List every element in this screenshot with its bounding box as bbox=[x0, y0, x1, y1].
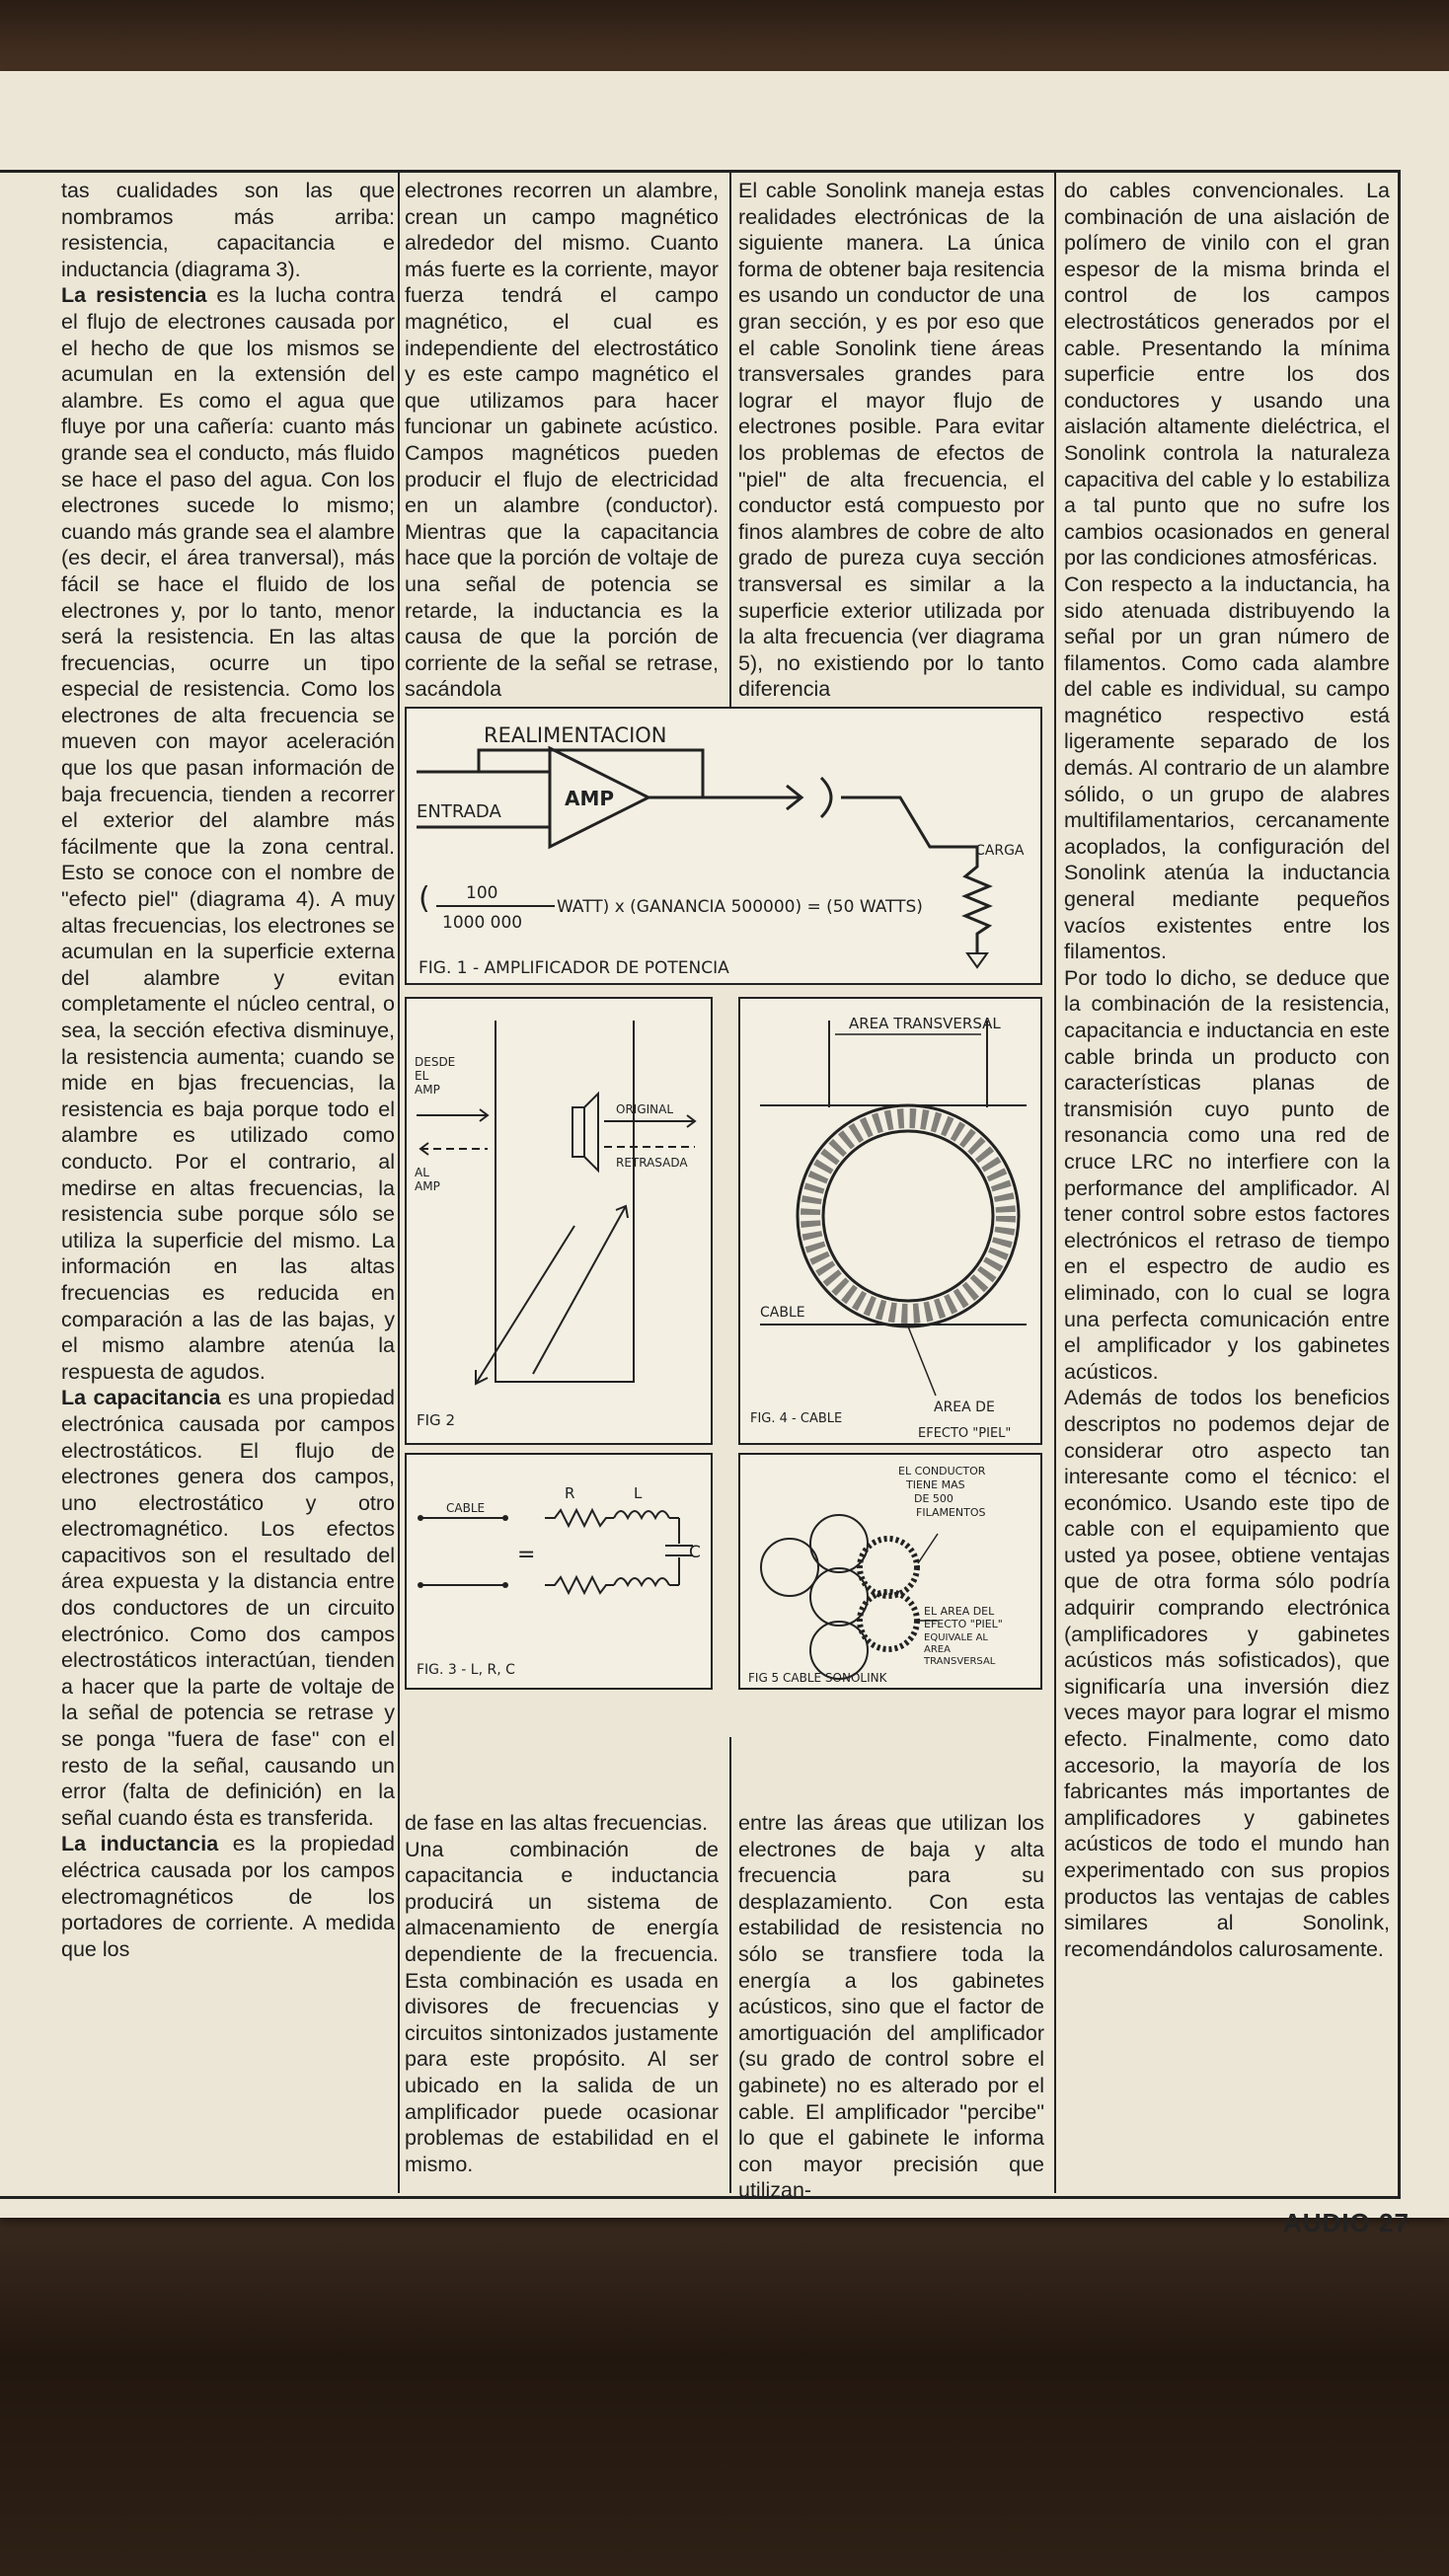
resistor-icon bbox=[545, 1510, 614, 1526]
text-column-1 bbox=[61, 178, 395, 2181]
paragraph: Una combinación de capacitancia e inductancia producirá un sistema de almacenamiento de energía dependiente de la frecuencia. Esta combinación es usada en divisores de frecuencias y circuitos sintonizados justamente para este propósito. Al ser ubicado en la salida de un amplificador puede ocasionar problemas de estabilidad en el mismo. bbox=[405, 1837, 719, 2176]
paragraph: Con respecto a la inductancia, ha sido atenuada distribuyendo la señal por un gran número de filamentos. Como cada alambre del cable es individual, su campo magnético respectivo está ligeramente separado de los demás. Al contrario de un alambre sólido, o un grupo de alabres multifilamentarios, cercanamente acoplados, la configuración del Sonolink atenúa la inductancia general mediante pequeños vacíos existentes entre los filamentos. bbox=[1064, 571, 1390, 964]
figure-caption: FIG. 4 - CABLE bbox=[750, 1411, 843, 1426]
input-label: ENTRADA bbox=[417, 801, 501, 822]
paragraph: tas cualidades son las que nombramos más arriba: resistencia, capacitancia e inductancia (diagrama 3). bbox=[61, 179, 395, 281]
paragraph: de fase en las altas frecuencias. bbox=[405, 1811, 709, 1835]
formula-denominator: 1000 000 bbox=[442, 913, 523, 933]
figure-5-drawing bbox=[740, 1455, 1040, 1688]
background-table-bottom bbox=[0, 2211, 1449, 2576]
paren-open: ( bbox=[419, 881, 430, 916]
figure-1-power-amplifier bbox=[405, 707, 1042, 985]
figure-caption: FIG. 1 - AMPLIFICADOR DE POTENCIA bbox=[419, 958, 729, 978]
figure-5-sonolink-cable bbox=[738, 1453, 1042, 1690]
figure-caption: FIG 2 bbox=[417, 1411, 455, 1429]
filament-circle bbox=[810, 1515, 868, 1572]
r-label: R bbox=[565, 1484, 575, 1502]
figure-2-signal-delay bbox=[405, 997, 713, 1445]
paragraph: do cables convencionales. La combinación de una aislación de polímero de vinilo con el gran espesor de la misma brinda el control de los campos electrostáticos generados por el cable. Presentando la mínima superficie entre los dos conductores y usando una aislación altamente dieléctrica, el Sonolink controla la naturaleza capacitiva del cable y lo estabiliza a tal punto que no sufre los cambios ocasionados en general por las condiciones atmosféricas. bbox=[1064, 179, 1390, 570]
delayed-label: RETRASADA bbox=[616, 1156, 688, 1170]
paragraph bbox=[61, 1385, 395, 1831]
figure-4-drawing bbox=[740, 999, 1040, 1443]
figure-1-drawing bbox=[407, 709, 1040, 983]
speaker-connector-icon bbox=[821, 778, 831, 817]
paragraph: Además de todos los beneficios descriptos no podemos dejar de considerar otro aspecto tan interesante como el técnico: el económico. Usando este tipo de cable con el equipamiento que usted ya posee, obtiene ventajas que de otra forma sólo podría adquirir comprando electrónica (amplificadores y gabinetes acústicos más sofisticados), que significaría una inversión diez veces mayor para lograr el mismo efecto. Finalmente, como dato accesorio, la mayoría de los fabricantes más importantes de amplificadores y gabinetes acústicos de todo el mundo han experimentado con sus propios productos las ventajas de cables similares al Sonolink, recomendándolos calurosamente. bbox=[1064, 1386, 1390, 1961]
skin-note-2: EFECTO "PIEL" bbox=[924, 1618, 1003, 1630]
column-rule bbox=[398, 170, 400, 2193]
feedback-label: REALIMENTACION bbox=[484, 723, 667, 747]
skin-note-1: EL AREA DEL bbox=[924, 1605, 995, 1618]
cable-label: CABLE bbox=[760, 1305, 805, 1321]
figure-3-lrc bbox=[405, 1453, 713, 1690]
cable-inner-circle bbox=[823, 1131, 993, 1301]
paragraph: El cable Sonolink maneja estas realidades electrónicas de la siguiente manera. La única forma de obtener baja resitencia es usando un conductor de una gran sección, y es por eso que el cable Sonolink tiene áreas transversales grandes para lograr el mayor flujo de electrones posible. Para evitar los problemas de efectos de "piel" de alta frecuencia, el conductor está compuesto por finos alambres de cobre de alto grado de pureza cuya sección transversal es similar a la superficie exterior utilizada por la alta frecuencia (ver diagrama 5), no existiendo por lo tanto diferencia bbox=[738, 179, 1044, 702]
text-column-3-bottom bbox=[738, 1810, 1044, 2203]
speaker-icon bbox=[572, 1107, 584, 1157]
text-column-2-top bbox=[405, 178, 719, 770]
skin-area-label-2: EFECTO "PIEL" bbox=[918, 1426, 1012, 1441]
formula-numerator: 100 bbox=[466, 883, 498, 903]
paragraph-heading: La inductancia bbox=[61, 1832, 219, 1856]
to-amp-label-1: AL bbox=[415, 1166, 429, 1179]
conductor-note-1: EL CONDUCTOR bbox=[898, 1465, 986, 1477]
background-table-top bbox=[0, 0, 1449, 79]
figure-caption: FIG 5 CABLE SONOLINK bbox=[748, 1671, 887, 1685]
column-rule bbox=[729, 170, 731, 774]
load-resistor-icon bbox=[841, 797, 989, 953]
from-amp-label-3: AMP bbox=[415, 1083, 440, 1097]
inductor-icon bbox=[614, 1511, 669, 1518]
figure-3-drawing bbox=[407, 1455, 711, 1688]
column-rule bbox=[1054, 170, 1056, 2193]
from-amp-label-2: EL bbox=[415, 1069, 429, 1083]
amp-label: AMP bbox=[565, 787, 615, 810]
paragraph-text: es una propiedad electrónica causada por campos electrostáticos. El flujo de electrones genera dos campos, uno electrostático y otro electromagnético. Los efectos capacitivos son el resultado del área expuesta y la distancia entre dos conductores de un circuito electrónico. Como dos campos electrostáticos interactúan, tienden a hacer que la parte de voltaje de la señal de potencia se retrase y se ponga "fuera de fase" con el resto de la señal, causando un error (falta de definición) en la señal cuando ésta es transferida. bbox=[61, 1386, 396, 1830]
paragraph-text: es la lucha contra el flujo de electrones causada por el hecho de que los mismos se acumulan en la extensión del alambre. Es como el agua que fluye por una cañería: cuanto más grande sea el conducto, más fluido se hace el paso del agua. Con los electrones sucede lo mismo; cuando más grande sea el alambre (es decir, el área tranversal), más fácil se hace el fluido de los electrones y, por lo tanto, menor será la resistencia. En las altas frecuencias, ocurre un tipo especial de resistencia. Como los electrones de alta frecuencia se mueven con mayor aceleración que los que pasan información de baja frecuencia, tienden a recorrer el exterior del alambre más fácilmente que la zona central. Esto se conoce con el nombre de "efecto piel" (diagrama 4). A muy altas frecuencias, los electrones se acumulan en la superficie externa del alambre y evitan completamente el núcleo central, o sea, la sección efectiva disminuye, la resistencia aumenta; cuando se mide en bjas frecuencias, la resistencia es baja porque todo el alambre es utilizado como conducto. Por el contrario, al medirse en altas frecuencias, la resistencia sube porque sólo se utiliza la superficie del mismo. La información en las altas frecuencias es reducida en comparación a las de las bajas, y el mismo alambre atenúa la respuesta de agudos. bbox=[61, 283, 395, 1384]
paragraph: electrones recorren un alambre, crean un campo magnético alrededor del mismo. Cuanto más fuerte es la corriente, mayor fuerza tendrá el campo magnético, el cual es independiente del electrostático y es este campo magnético el que utilizamos para hacer funcionar un gabinete acústico. Campos magnéticos pueden producir el flujo de electricidad en un alambre (conductor). Mientras que la capacitancia hace que la porción de voltaje de una señal de potencia se retarde, la inductancia es la causa de que la porción de corriente de la señal se retrase, sacándola bbox=[405, 179, 719, 702]
text-column-3-top bbox=[738, 178, 1044, 770]
filament-circle bbox=[810, 1568, 868, 1626]
figure-caption: FIG. 3 - L, R, C bbox=[417, 1662, 515, 1678]
load-label: CARGA bbox=[975, 843, 1025, 859]
formula-text: WATT) x (GANANCIA 500000) = (50 WATTS) bbox=[557, 897, 923, 917]
skin-note-4: AREA bbox=[924, 1644, 951, 1655]
paragraph: Por todo lo dicho, se deduce que la combinación de la resistencia, capacitancia e inductancia en este cable brinda un producto con características planas de transmisión cuyo punto de resonancia como una red de cruce LRC no interfiere con la performance del amplificador. Al tener control sobre estos factores electrónicos el retraso de tiempo en el espectro de audio es eliminado, con lo cual se logra una perfecta comunicación entre el amplificador y los gabinetes acústicos. bbox=[1064, 965, 1390, 1384]
figure-2-drawing bbox=[407, 999, 711, 1443]
cable-outer-circle bbox=[798, 1105, 1019, 1326]
page-number: AUDIO 27 bbox=[1283, 2208, 1410, 2237]
column-rule bbox=[729, 1737, 731, 2193]
l-label: L bbox=[634, 1484, 643, 1502]
to-amp-label-2: AMP bbox=[415, 1179, 440, 1193]
cross-area-label: AREA TRANSVERSAL bbox=[849, 1015, 1001, 1032]
c-label: C bbox=[689, 1543, 701, 1562]
text-column-4 bbox=[1064, 178, 1390, 2181]
skin-note-3: EQUIVALE AL bbox=[924, 1632, 988, 1643]
paragraph: entre las áreas que utilizan los electrones de baja y alta frecuencia para su desplazamiento. Con esta estabilidad de resistencia no sólo se transfiere toda la energía a los gabinetes acústicos, sino que el factor de amortiguación del amplificador (su grado de control sobre el gabinete) no es alterado por el cable. El amplificador "percibe" lo que el gabinete le informa con mayor precisión que utilizan- bbox=[738, 1811, 1044, 2203]
conductor-note-3: DE 500 bbox=[914, 1492, 953, 1505]
conductor-note-2: TIENE MAS bbox=[906, 1478, 965, 1491]
skin-area-label-1: AREA DE bbox=[934, 1400, 995, 1415]
paragraph-heading: La capacitancia bbox=[61, 1386, 221, 1410]
conductor-note-4: FILAMENTOS bbox=[916, 1506, 986, 1519]
paragraph bbox=[61, 1831, 395, 1962]
skin-effect-ring bbox=[810, 1118, 1006, 1314]
cable-label: CABLE bbox=[446, 1501, 486, 1515]
paragraph-text: es la propiedad eléctrica causada por los campos electromagnéticos de los portadores de corriente. A medida que los bbox=[61, 1832, 395, 1961]
text-column-2-bottom bbox=[405, 1810, 719, 2185]
from-amp-label-1: DESDE bbox=[415, 1055, 456, 1069]
original-label: ORIGINAL bbox=[616, 1102, 674, 1116]
magazine-page bbox=[0, 71, 1449, 2237]
figure-4-cable-skin-effect bbox=[738, 997, 1042, 1445]
paragraph bbox=[61, 282, 395, 1385]
equals-sign: = bbox=[517, 1543, 536, 1567]
paragraph-heading: La resistencia bbox=[61, 283, 207, 308]
skin-note-5: TRANSVERSAL bbox=[924, 1656, 996, 1667]
